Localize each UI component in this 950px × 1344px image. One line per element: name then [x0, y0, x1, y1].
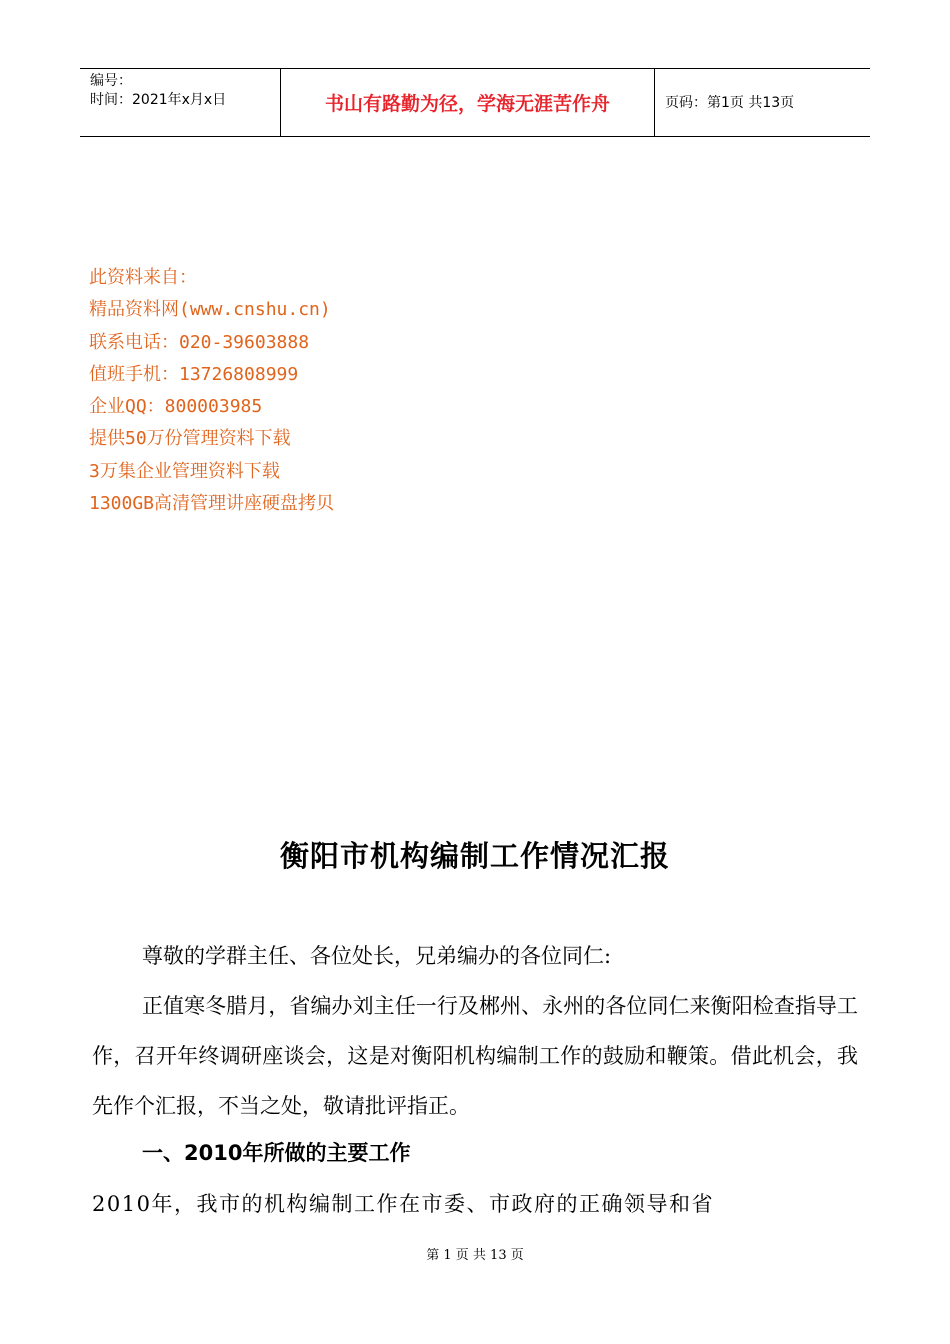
promo-line: 联系电话：020-39603888	[89, 331, 310, 353]
header-page-info: 页码：第1页 共13页	[665, 95, 795, 111]
body-paragraph: 2010年，我市的机构编制工作在市委、市政府的正确领导和省	[92, 1192, 714, 1216]
document-header	[80, 68, 870, 137]
section-heading: 一、2010年所做的主要工作	[142, 1141, 411, 1165]
promo-line: 精品资料网(www.cnshu.cn)	[89, 299, 331, 321]
body-paragraph: 正值寒冬腊月，省编办刘主任一行及郴州、永州的各位同仁来衡阳检查指导工作，召开年终调研座谈会，这是对衡阳机构编制工作的鼓励和鞭策。借此机会，我先作个汇报，不当之处，敬请批评指正。	[92, 994, 858, 1118]
document-time-label: 时间：2021年x月x日	[90, 92, 227, 108]
promo-line: 此资料来自：	[89, 267, 197, 288]
header-motto: 书山有路勤为径，学海无涯苦作舟	[324, 93, 610, 115]
promo-line: 值班手机：13726808999	[89, 363, 299, 385]
promo-line: 提供50万份管理资料下载	[89, 428, 291, 450]
salutation: 尊敬的学群主任、各位处长，兄弟编办的各位同仁:	[142, 944, 612, 968]
header-page-cell	[655, 69, 870, 136]
document-title: 衡阳市机构编制工作情况汇报	[279, 839, 670, 873]
promo-line: 1300GB高清管理讲座硬盘拷贝	[89, 493, 335, 515]
header-motto-cell	[281, 69, 655, 136]
page-footer: 第 1 页 共 13 页	[426, 1248, 524, 1263]
promo-line: 企业QQ：800003985	[89, 396, 263, 418]
promo-block	[89, 262, 334, 520]
document-number-label: 编号：	[90, 73, 132, 89]
promo-line: 3万集企业管理资料下载	[89, 460, 280, 482]
header-meta-cell	[80, 69, 281, 136]
